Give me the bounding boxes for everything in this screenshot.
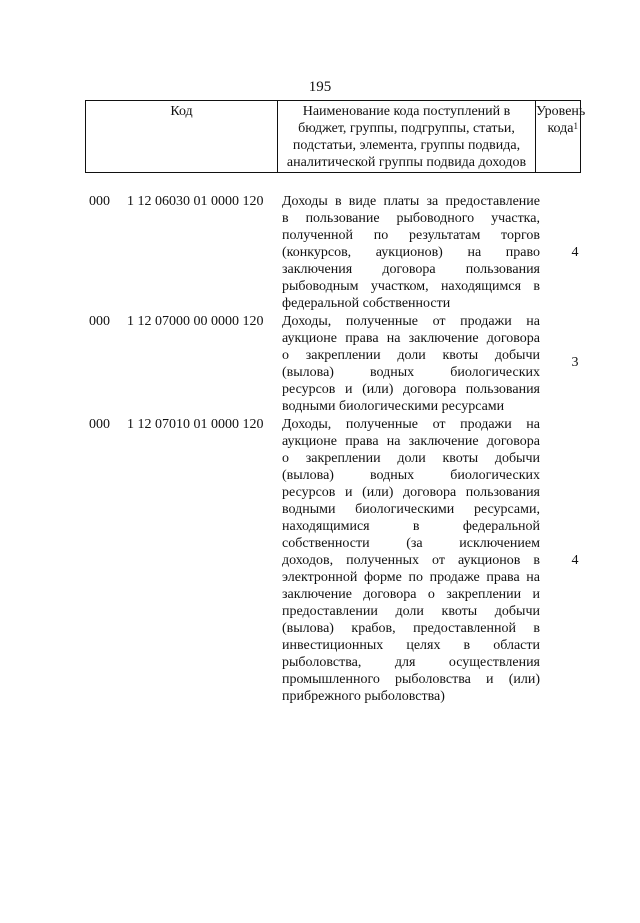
description-line: собственности (за исключением: [282, 536, 540, 551]
description-line: в пользование рыбоводного участка,: [282, 211, 540, 226]
header-name-line: подстатьи, элемента, группы подвида,: [292, 138, 521, 153]
row-description: [282, 313, 540, 415]
admin-code: 000: [89, 314, 110, 329]
description-line: (вылова) крабов, предоставленной в: [282, 621, 540, 636]
description-line: о закреплении доли квоты добычи: [282, 348, 540, 363]
description-line: прибрежного рыболовства): [282, 689, 445, 704]
description-line: рыболовства, для осуществления: [282, 655, 540, 670]
description-line: предоставлении доли квоты добычи: [282, 604, 540, 619]
level-value: 3: [571, 355, 579, 370]
description-line: промышленного рыболовства и (или): [282, 672, 540, 687]
level-value: 4: [571, 245, 579, 260]
header-code-cell: [86, 101, 278, 172]
description-line: доходов, полученных от аукционов в: [282, 553, 540, 568]
budget-classification-code: 1 12 07010 01 0000 120: [127, 417, 264, 432]
description-line: находящимися в федеральной: [282, 519, 540, 534]
page-number: 195: [308, 79, 332, 95]
header-name-line: бюджет, группы, подгруппы, статьи,: [298, 121, 515, 136]
description-line: федеральной собственности: [282, 296, 451, 311]
description-line: заключения договора пользования: [282, 262, 540, 277]
description-line: о закреплении доли квоты добычи: [282, 451, 540, 466]
description-line: ресурсов и (или) договора пользования: [282, 485, 540, 500]
header-code-label: Код: [170, 104, 193, 119]
footnote-marker: 1: [573, 121, 578, 131]
header-level-line1: Уровень: [536, 104, 586, 119]
description-line: (вылова) водных биологических: [282, 365, 540, 380]
description-line: полученной по результатам торгов: [282, 228, 540, 243]
header-level-label: кода: [547, 121, 574, 136]
description-line: (конкурсов, аукционов) на право: [282, 245, 540, 260]
description-line: аукционе права на заключение договора: [282, 331, 540, 346]
description-line: водными биологическими ресурсами,: [282, 502, 540, 517]
description-line: электронной форме по продаже права на: [282, 570, 540, 585]
description-line: ресурсов и (или) договора пользования: [282, 382, 540, 397]
description-line: аукционе права на заключение договора: [282, 434, 540, 449]
description-line: Доходы в виде платы за предоставление: [282, 194, 540, 209]
budget-classification-code: 1 12 06030 01 0000 120: [127, 194, 264, 209]
header-level-line2: [536, 120, 578, 137]
header-name-line: аналитической группы подвида доходов: [286, 155, 527, 170]
description-line: (вылова) водных биологических: [282, 468, 540, 483]
description-line: рыбоводным участком, находящимся в: [282, 279, 540, 294]
level-value: 4: [571, 553, 579, 568]
header-name-line: Наименование кода поступлений в: [302, 104, 511, 119]
description-line: водными биологическими ресурсами: [282, 399, 505, 414]
description-line: заключение договора о закреплении и: [282, 587, 540, 602]
admin-code: 000: [89, 417, 110, 432]
admin-code: 000: [89, 194, 110, 209]
row-description: [282, 416, 540, 705]
budget-classification-code: 1 12 07000 00 0000 120: [127, 314, 264, 329]
row-description: [282, 193, 540, 312]
description-line: инвестиционных целях в области: [282, 638, 540, 653]
table-header: [85, 100, 586, 173]
header-level-cell: [536, 101, 586, 172]
description-line: Доходы, полученные от продажи на: [282, 417, 540, 432]
description-line: Доходы, полученные от продажи на: [282, 314, 540, 329]
header-name-cell: [278, 101, 536, 172]
